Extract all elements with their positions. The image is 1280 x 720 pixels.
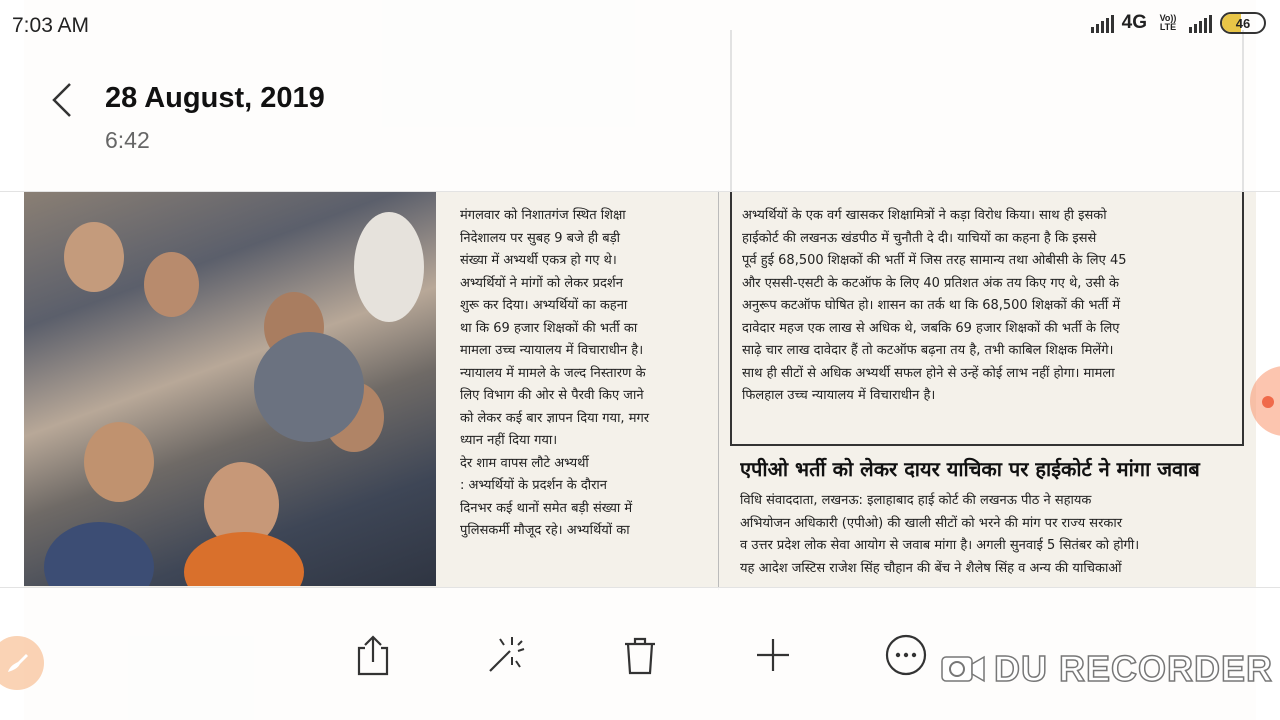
brush-icon [4, 650, 30, 676]
article-line: अभ्यर्थियों ने मांगों को लेकर प्रदर्शन [460, 275, 623, 291]
chevron-left-icon [51, 82, 73, 118]
battery-level: 46 [1235, 15, 1251, 31]
bottom-divider [0, 587, 1280, 588]
du-recorder-watermark [940, 648, 1273, 690]
article-headline: एपीओ भर्ती को लेकर दायर याचिका पर हाईकोर्ट ने मांगा जवाब [740, 457, 1200, 481]
article-line: अनुरूप कटऑफ घोषित हो। शासन का तर्क था कि 68,500 शिक्षकों की भर्ती में [742, 298, 1121, 313]
article-line: मामला उच्च न्यायालय में विचाराधीन है। [460, 343, 644, 358]
photo-time: 6:42 [105, 127, 150, 153]
magic-wand-icon [484, 633, 528, 677]
status-time: 7:03 AM [12, 14, 90, 37]
article-line: व उत्तर प्रदेश लोक सेवा आयोग से जवाब मांगा है। अगली सुनवाई 5 सितंबर को होगी। [740, 538, 1140, 553]
article-line: देर शाम वापस लौटे अभ्यर्थी [460, 455, 589, 471]
article-line: ध्यान नहीं दिया गया। [460, 433, 558, 448]
back-button[interactable] [44, 78, 80, 122]
article-line: साथ ही सीटों से अधिक अभ्यर्थी सफल होने से उन्हें कोई लाभ नहीं होगा। मामला [742, 365, 1115, 381]
video-camera-icon [940, 652, 986, 686]
delete-button[interactable] [615, 630, 665, 680]
battery-icon [1220, 12, 1266, 34]
top-divider [0, 191, 1280, 192]
article-column-left [460, 205, 710, 587]
protest-photo [24, 192, 436, 586]
watermark-text: DU RECORDER [994, 648, 1274, 689]
article-line: दिनभर कई थानों समेत बड़ी संख्या में [460, 500, 633, 516]
share-icon [353, 634, 393, 676]
article-line: शुरू कर दिया। अभ्यर्थियों का कहना [460, 298, 628, 313]
article-line: मंगलवार को निशातगंज स्थित शिक्षा [460, 208, 626, 223]
article-line: अभ्यर्थियों के एक वर्ग खासकर शिक्षामित्रों ने कड़ा विरोध किया। साथ ही इसको [742, 208, 1107, 223]
article-line: और एससी-एसटी के कटऑफ के लिए 40 प्रतिशत अंक तय किए गए थे, उसी के [742, 275, 1119, 291]
article-line: साढ़े चार लाख दावेदार हैं तो कटऑफ बढ़ना तय है, तभी काबिल शिक्षक मिलेंगे। [742, 343, 1114, 358]
more-icon [885, 634, 927, 676]
status-icons [1091, 12, 1266, 34]
column-divider [718, 190, 719, 590]
trash-icon [622, 635, 658, 675]
article-line: पूर्व हुई 68,500 शिक्षकों की भर्ती में जिस तरह सामान्य तथा ओबीसी के लिए 45 [742, 253, 1127, 268]
boxed-article-text [742, 205, 1234, 435]
signal-icon [1091, 13, 1114, 33]
article-line: को लेकर कई बार ज्ञापन दिया गया, मगर [460, 410, 650, 426]
article-line: यह आदेश जस्टिस राजेश सिंह चौहान की बेंच ने शैलेष सिंह व अन्य की याचिकाओं [740, 560, 1122, 576]
share-button[interactable] [348, 630, 398, 680]
article-line: लिए विभाग की ओर से पैरवी किए जाने [460, 388, 644, 403]
article-line: न्यायालय में मामले के जल्द निस्तारण के [460, 365, 646, 381]
article-line: दावेदार महज एक लाख से अधिक थे, जबकि 69 हजार शिक्षकों की भर्ती के लिए [742, 320, 1120, 336]
article-line: था कि 69 हजार शिक्षकों की भर्ती का [460, 320, 638, 336]
article-line: हाईकोर्ट की लखनऊ खंडपीठ में चुनौती दे दी। याचियों का कहना है कि इससे [742, 230, 1097, 246]
article-line: संख्या में अभ्यर्थी एकत्र हो गए थे। [460, 253, 617, 268]
effects-button[interactable] [481, 630, 531, 680]
photo-date: 28 August, 2019 [105, 82, 325, 114]
article-line: अभियोजन अधिकारी (एपीओ) की खाली सीटों को भरने की मांग पर राज्य सरकार [740, 515, 1123, 531]
signal-icon-secondary [1189, 13, 1212, 33]
article-body-lower [740, 490, 1240, 587]
add-button[interactable] [748, 630, 798, 680]
network-type: 4G [1121, 12, 1147, 33]
volte-indicator: Vo)) LTE [1159, 13, 1177, 32]
more-button[interactable] [881, 630, 931, 680]
plus-icon [755, 637, 791, 673]
article-line: फिलहाल उच्च न्यायालय में विचाराधीन है। [742, 388, 936, 403]
article-line: : अभ्यर्थियों के प्रदर्शन के दौरान [460, 478, 607, 493]
article-line: विधि संवाददाता, लखनऊ: इलाहाबाद हाई कोर्ट की लखनऊ पीठ ने सहायक [740, 493, 1092, 508]
article-line: पुलिसकर्मी मौजूद रहे। अभ्यर्थियों का [460, 523, 630, 538]
article-line: निदेशालय पर सुबह 9 बजे ही बड़ी [460, 230, 621, 246]
